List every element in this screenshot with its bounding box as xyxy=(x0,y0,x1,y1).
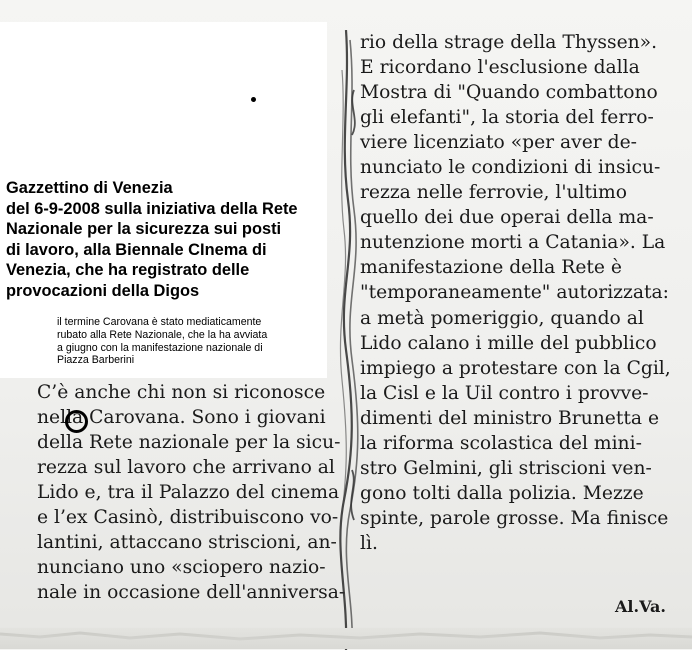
caption-line: rubato alla Rete Nazionale, che la ha avviata xyxy=(57,328,268,341)
article-line: nale in occasione dell'anniversa- xyxy=(37,582,346,604)
article-line: e l’ex Casinò, distribuiscono vo- xyxy=(37,507,339,529)
article-line: Lido calano i mille del pubblico xyxy=(360,332,657,354)
article-line: C’è anche chi non si riconosce xyxy=(37,382,326,403)
article-line: viere licenziato «per aver de- xyxy=(360,132,638,154)
article-line: impiego a protestare con la Cgil, xyxy=(360,357,671,379)
caption-line: a giugno con la manifestazione nazionale di xyxy=(57,341,263,354)
article-line: nunciano uno «sciopero nazio- xyxy=(37,557,326,579)
headline-line: provocazioni della Digos xyxy=(6,281,200,300)
circle-annotation-icon xyxy=(65,410,88,433)
article-line: lantini, attaccano striscioni, an- xyxy=(37,532,337,554)
headline-line: Venezia, che ha registrato delle xyxy=(6,261,250,280)
annotation-caption xyxy=(57,316,327,367)
article-line: Lido e, tra il Palazzo del cinema xyxy=(37,482,340,504)
article-line: gono tolti dalla polizia. Mezze xyxy=(360,482,644,504)
article-line: manifestazione della Rete è xyxy=(360,257,622,279)
article-line: nella Carovana. Sono i giovani xyxy=(37,407,326,429)
headline-line: Nazionale per la sicurezza sui posti xyxy=(6,220,282,239)
article-line: lì. xyxy=(360,532,378,554)
headline-line: Gazzettino di Venezia xyxy=(6,179,173,197)
headline-line: del 6-9-2008 sulla iniziativa della Rete xyxy=(6,199,298,218)
article-signature: Al.Va. xyxy=(615,597,666,616)
article-line: della Rete nazionale per la sicu- xyxy=(37,432,341,454)
annotation-headline xyxy=(6,178,346,302)
paper-shadow xyxy=(0,627,692,649)
article-line: rio della strage della Thyssen». xyxy=(360,32,658,53)
article-line: a metà pomeriggio, quando al xyxy=(360,307,644,329)
article-line: stro Gelmini, gli striscioni ven- xyxy=(360,457,652,479)
article-line: quello dei due operai della ma- xyxy=(360,207,654,229)
caption-line: il termine Carovana è stato mediaticamente xyxy=(57,316,262,328)
article-line: rezza sul lavoro che arrivano al xyxy=(37,457,335,479)
caption-line: Piazza Barberini xyxy=(57,354,135,367)
article-line: "temporaneamente" autorizzata: xyxy=(360,282,669,304)
article-line: gli elefanti", la storia del ferro- xyxy=(360,107,654,129)
article-right-column xyxy=(360,30,685,556)
dot-mark xyxy=(251,97,256,102)
article-line: nunciato le condizioni di insicu- xyxy=(360,157,661,179)
article-line: la Cisl e la Uil contro i provve- xyxy=(360,382,649,404)
article-line: nutenzione morti a Catania». La xyxy=(360,232,666,254)
article-line: dimenti del ministro Brunetta e xyxy=(360,407,660,429)
article-line: rezza nelle ferrovie, l'ultimo xyxy=(360,182,627,204)
article-line: E ricordano l'esclusione dalla xyxy=(360,57,640,79)
article-line: spinte, parole grosse. Ma finisce xyxy=(360,507,669,529)
headline-line: di lavoro, alla Biennale CInema di xyxy=(6,240,267,259)
article-line: la riforma scolastica del mini- xyxy=(360,432,642,454)
article-line: Mostra di "Quando combattono xyxy=(360,82,658,104)
